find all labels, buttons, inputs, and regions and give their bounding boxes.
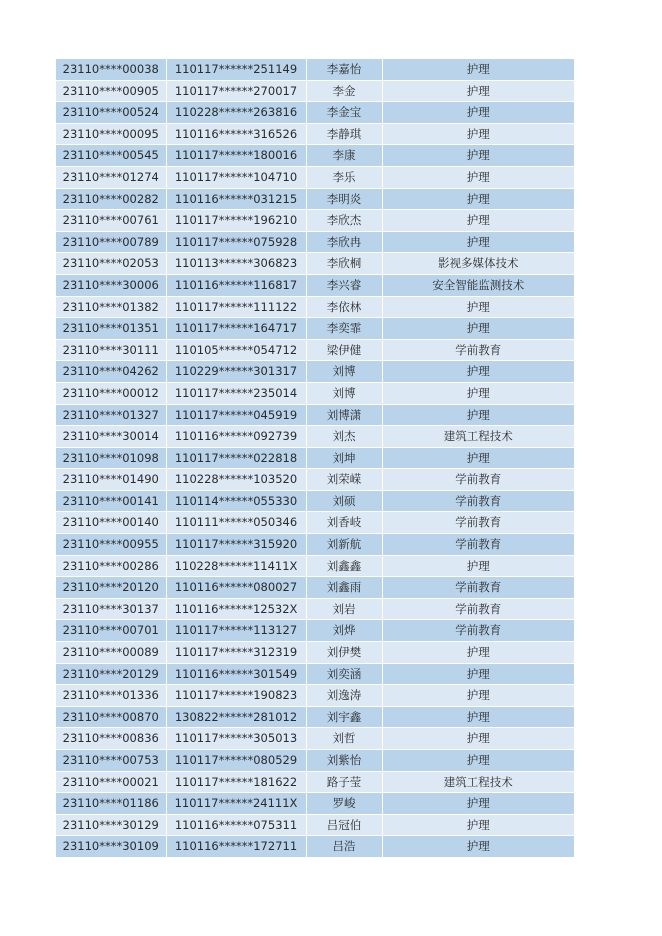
student-id-cell: 23110****30109 xyxy=(56,836,166,858)
id-card-cell: 110117******196210 xyxy=(166,210,306,232)
major-cell: 学前教育 xyxy=(382,577,574,599)
student-id-cell: 23110****00761 xyxy=(56,210,166,232)
student-id-cell: 23110****00089 xyxy=(56,642,166,664)
id-card-cell: 110117******164717 xyxy=(166,318,306,340)
name-cell: 刘宇鑫 xyxy=(306,706,382,728)
major-cell: 护理 xyxy=(382,296,574,318)
major-cell: 护理 xyxy=(382,145,574,167)
name-cell: 李奕霏 xyxy=(306,318,382,340)
name-cell: 刘伊樊 xyxy=(306,642,382,664)
table-row xyxy=(56,750,574,772)
id-card-cell: 110116******316526 xyxy=(166,123,306,145)
name-cell: 刘鑫鑫 xyxy=(306,555,382,577)
student-id-cell: 23110****01490 xyxy=(56,469,166,491)
id-card-cell: 110117******180016 xyxy=(166,145,306,167)
table-row xyxy=(56,490,574,512)
id-card-cell: 110111******050346 xyxy=(166,512,306,534)
table-row xyxy=(56,469,574,491)
name-cell: 刘坤 xyxy=(306,447,382,469)
name-cell: 吕冠伯 xyxy=(306,814,382,836)
id-card-cell: 110116******031215 xyxy=(166,188,306,210)
major-cell: 学前教育 xyxy=(382,512,574,534)
student-id-cell: 23110****00905 xyxy=(56,80,166,102)
major-cell: 护理 xyxy=(382,361,574,383)
table-row xyxy=(56,231,574,253)
major-cell: 学前教育 xyxy=(382,620,574,642)
table-row xyxy=(56,339,574,361)
name-cell: 刘博 xyxy=(306,382,382,404)
student-id-cell: 23110****00545 xyxy=(56,145,166,167)
name-cell: 李兴睿 xyxy=(306,274,382,296)
student-id-cell: 23110****00141 xyxy=(56,490,166,512)
id-card-cell: 110117******270017 xyxy=(166,80,306,102)
id-card-cell: 110117******235014 xyxy=(166,382,306,404)
name-cell: 李依林 xyxy=(306,296,382,318)
student-list-table xyxy=(56,59,574,858)
name-cell: 刘新航 xyxy=(306,534,382,556)
name-cell: 刘紫怡 xyxy=(306,750,382,772)
major-cell: 护理 xyxy=(382,231,574,253)
table-row xyxy=(56,166,574,188)
table-row xyxy=(56,145,574,167)
table-row xyxy=(56,663,574,685)
major-cell: 护理 xyxy=(382,642,574,664)
major-cell: 护理 xyxy=(382,836,574,858)
table-row xyxy=(56,793,574,815)
student-id-cell: 23110****01382 xyxy=(56,296,166,318)
student-id-cell: 23110****30129 xyxy=(56,814,166,836)
table-row xyxy=(56,577,574,599)
id-card-cell: 110117******181622 xyxy=(166,771,306,793)
name-cell: 刘鑫雨 xyxy=(306,577,382,599)
student-id-cell: 23110****02053 xyxy=(56,253,166,275)
major-cell: 安全智能监测技术 xyxy=(382,274,574,296)
major-cell: 护理 xyxy=(382,663,574,685)
student-id-cell: 23110****30014 xyxy=(56,426,166,448)
table-body xyxy=(56,59,574,857)
name-cell: 李康 xyxy=(306,145,382,167)
table-row xyxy=(56,836,574,858)
table-row xyxy=(56,598,574,620)
id-card-cell: 110117******075928 xyxy=(166,231,306,253)
id-card-cell: 110228******103520 xyxy=(166,469,306,491)
student-id-cell: 23110****00095 xyxy=(56,123,166,145)
id-card-cell: 110117******312319 xyxy=(166,642,306,664)
major-cell: 建筑工程技术 xyxy=(382,426,574,448)
major-cell: 护理 xyxy=(382,123,574,145)
student-id-cell: 23110****20120 xyxy=(56,577,166,599)
id-card-cell: 110117******104710 xyxy=(166,166,306,188)
major-cell: 学前教育 xyxy=(382,598,574,620)
table-row xyxy=(56,814,574,836)
id-card-cell: 110117******315920 xyxy=(166,534,306,556)
table-row xyxy=(56,210,574,232)
student-id-cell: 23110****00836 xyxy=(56,728,166,750)
table-row xyxy=(56,512,574,534)
name-cell: 刘逸涛 xyxy=(306,685,382,707)
major-cell: 护理 xyxy=(382,447,574,469)
major-cell: 护理 xyxy=(382,59,574,80)
name-cell: 吕浩 xyxy=(306,836,382,858)
name-cell: 李欣冉 xyxy=(306,231,382,253)
major-cell: 护理 xyxy=(382,318,574,340)
major-cell: 护理 xyxy=(382,706,574,728)
major-cell: 影视多媒体技术 xyxy=(382,253,574,275)
major-cell: 护理 xyxy=(382,382,574,404)
student-id-cell: 23110****00524 xyxy=(56,102,166,124)
name-cell: 刘烨 xyxy=(306,620,382,642)
student-id-cell: 23110****00286 xyxy=(56,555,166,577)
student-id-cell: 23110****20129 xyxy=(56,663,166,685)
name-cell: 路子莹 xyxy=(306,771,382,793)
name-cell: 梁伊健 xyxy=(306,339,382,361)
table-row xyxy=(56,361,574,383)
major-cell: 护理 xyxy=(382,685,574,707)
name-cell: 刘荣嵘 xyxy=(306,469,382,491)
name-cell: 刘博潇 xyxy=(306,404,382,426)
id-card-cell: 110116******301549 xyxy=(166,663,306,685)
major-cell: 护理 xyxy=(382,80,574,102)
table-row xyxy=(56,426,574,448)
name-cell: 李欣杰 xyxy=(306,210,382,232)
id-card-cell: 110116******172711 xyxy=(166,836,306,858)
student-id-cell: 23110****01351 xyxy=(56,318,166,340)
student-id-cell: 23110****00038 xyxy=(56,59,166,80)
id-card-cell: 110117******080529 xyxy=(166,750,306,772)
major-cell: 护理 xyxy=(382,728,574,750)
id-card-cell: 110105******054712 xyxy=(166,339,306,361)
student-id-cell: 23110****00701 xyxy=(56,620,166,642)
student-id-cell: 23110****00753 xyxy=(56,750,166,772)
id-card-cell: 110117******022818 xyxy=(166,447,306,469)
table-row xyxy=(56,318,574,340)
name-cell: 李金 xyxy=(306,80,382,102)
major-cell: 护理 xyxy=(382,814,574,836)
id-card-cell: 110228******11411X xyxy=(166,555,306,577)
major-cell: 护理 xyxy=(382,166,574,188)
name-cell: 李金宝 xyxy=(306,102,382,124)
name-cell: 李乐 xyxy=(306,166,382,188)
table-row xyxy=(56,555,574,577)
table-row xyxy=(56,102,574,124)
id-card-cell: 110116******080027 xyxy=(166,577,306,599)
major-cell: 学前教育 xyxy=(382,339,574,361)
name-cell: 李静琪 xyxy=(306,123,382,145)
major-cell: 护理 xyxy=(382,188,574,210)
student-id-cell: 23110****01336 xyxy=(56,685,166,707)
name-cell: 刘杰 xyxy=(306,426,382,448)
name-cell: 罗峻 xyxy=(306,793,382,815)
major-cell: 护理 xyxy=(382,555,574,577)
major-cell: 护理 xyxy=(382,210,574,232)
major-cell: 护理 xyxy=(382,750,574,772)
id-card-cell: 110113******306823 xyxy=(166,253,306,275)
table-row xyxy=(56,188,574,210)
table-row xyxy=(56,771,574,793)
table-row xyxy=(56,80,574,102)
table-row xyxy=(56,253,574,275)
id-card-cell: 110116******116817 xyxy=(166,274,306,296)
name-cell: 刘奕涵 xyxy=(306,663,382,685)
id-card-cell: 110117******251149 xyxy=(166,59,306,80)
table-row xyxy=(56,296,574,318)
name-cell: 刘硕 xyxy=(306,490,382,512)
table-row xyxy=(56,706,574,728)
id-card-cell: 110229******301317 xyxy=(166,361,306,383)
student-id-cell: 23110****00955 xyxy=(56,534,166,556)
table-row xyxy=(56,685,574,707)
id-card-cell: 110228******263816 xyxy=(166,102,306,124)
id-card-cell: 110116******092739 xyxy=(166,426,306,448)
id-card-cell: 110117******305013 xyxy=(166,728,306,750)
table-row xyxy=(56,382,574,404)
name-cell: 刘岩 xyxy=(306,598,382,620)
table-row xyxy=(56,404,574,426)
student-id-cell: 23110****00012 xyxy=(56,382,166,404)
table-row xyxy=(56,534,574,556)
student-id-cell: 23110****30111 xyxy=(56,339,166,361)
student-id-cell: 23110****00021 xyxy=(56,771,166,793)
student-id-cell: 23110****00140 xyxy=(56,512,166,534)
id-card-cell: 110117******190823 xyxy=(166,685,306,707)
table-row xyxy=(56,59,574,80)
id-card-cell: 110117******113127 xyxy=(166,620,306,642)
student-id-cell: 23110****00789 xyxy=(56,231,166,253)
table-row xyxy=(56,728,574,750)
id-card-cell: 110116******075311 xyxy=(166,814,306,836)
id-card-cell: 110114******055330 xyxy=(166,490,306,512)
student-id-cell: 23110****01327 xyxy=(56,404,166,426)
student-id-cell: 23110****30137 xyxy=(56,598,166,620)
id-card-cell: 110117******24111X xyxy=(166,793,306,815)
name-cell: 刘哲 xyxy=(306,728,382,750)
student-id-cell: 23110****04262 xyxy=(56,361,166,383)
major-cell: 学前教育 xyxy=(382,490,574,512)
major-cell: 学前教育 xyxy=(382,534,574,556)
name-cell: 李嘉怡 xyxy=(306,59,382,80)
table-row xyxy=(56,642,574,664)
major-cell: 护理 xyxy=(382,404,574,426)
id-card-cell: 130822******281012 xyxy=(166,706,306,728)
id-card-cell: 110116******12532X xyxy=(166,598,306,620)
major-cell: 护理 xyxy=(382,102,574,124)
student-id-cell: 23110****01098 xyxy=(56,447,166,469)
major-cell: 学前教育 xyxy=(382,469,574,491)
major-cell: 建筑工程技术 xyxy=(382,771,574,793)
student-id-cell: 23110****01186 xyxy=(56,793,166,815)
table-row xyxy=(56,123,574,145)
name-cell: 李欣桐 xyxy=(306,253,382,275)
name-cell: 刘博 xyxy=(306,361,382,383)
id-card-cell: 110117******111122 xyxy=(166,296,306,318)
major-cell: 护理 xyxy=(382,793,574,815)
name-cell: 刘香岐 xyxy=(306,512,382,534)
table-row xyxy=(56,620,574,642)
id-card-cell: 110117******045919 xyxy=(166,404,306,426)
student-id-cell: 23110****01274 xyxy=(56,166,166,188)
table-row xyxy=(56,447,574,469)
name-cell: 李明炎 xyxy=(306,188,382,210)
table-row xyxy=(56,274,574,296)
student-id-cell: 23110****00870 xyxy=(56,706,166,728)
student-id-cell: 23110****00282 xyxy=(56,188,166,210)
student-id-cell: 23110****30006 xyxy=(56,274,166,296)
